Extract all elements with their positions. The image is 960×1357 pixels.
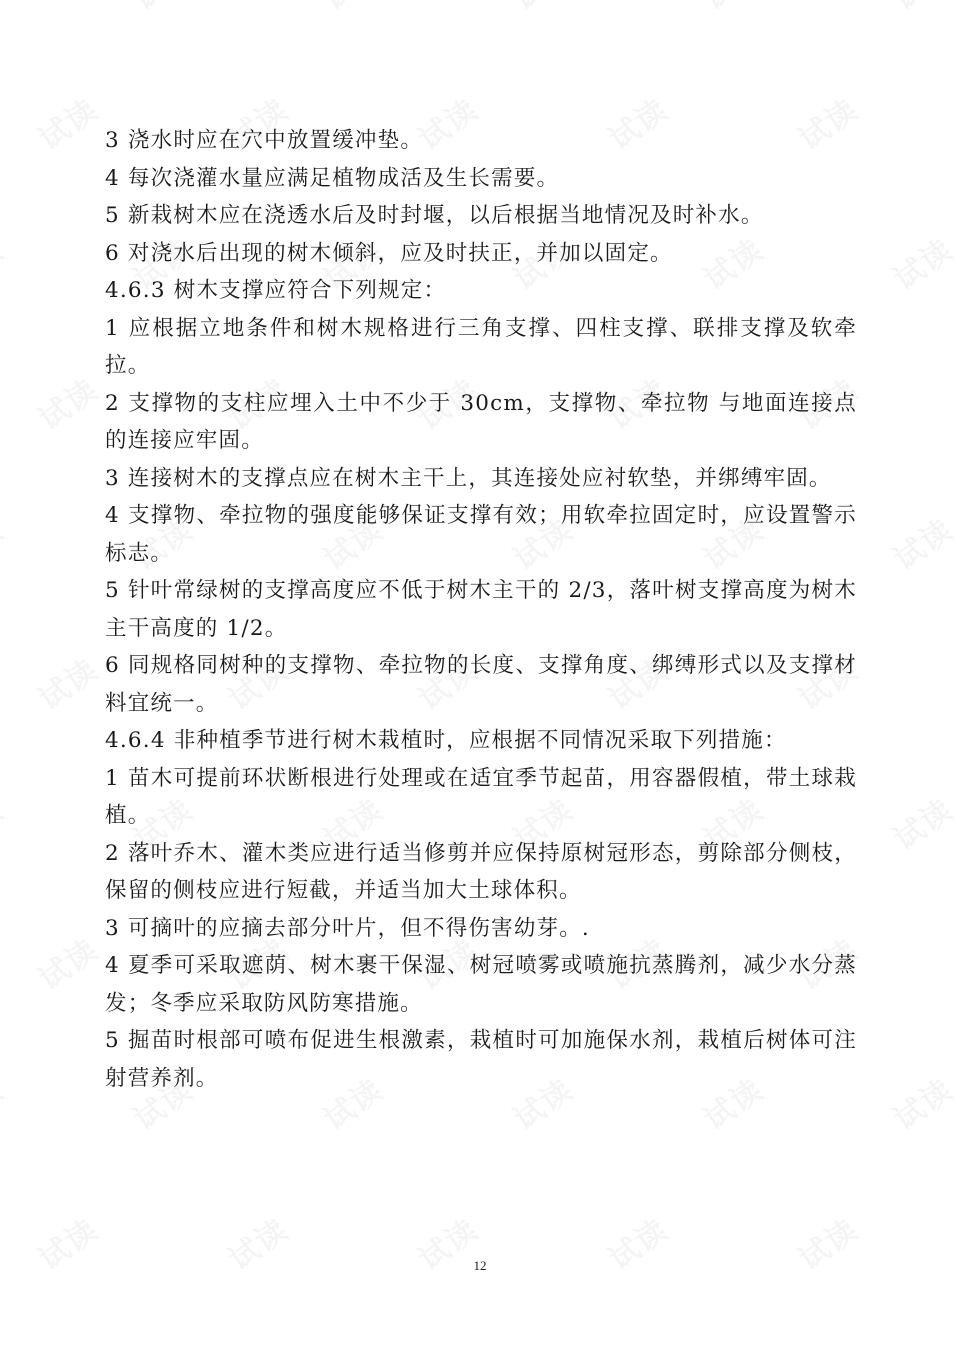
paragraph: 3 可摘叶的应摘去部分叶片，但不得伤害幼芽。. <box>105 915 590 941</box>
paragraph: 5 掘苗时根部可喷布促进生根激素，栽植时可加施保水剂，栽植后树体可注射营养剂。 <box>105 1028 857 1091</box>
watermark-text <box>693 0 771 18</box>
paragraph: 4 支撑物、牵拉物的强度能够保证支撑有效；用软牵拉固定时，应设置警示标志。 <box>105 503 857 566</box>
paragraph: 3 浇水时应在穴中放置缓冲垫。 <box>105 128 424 153</box>
document-body <box>105 122 857 1097</box>
paragraph: 2 落叶乔木、灌木类应进行适当修剪并应保持原树冠形态，剪除部分侧枝，保留的侧枝应进行短截，并适当加大土球体积。 <box>105 840 857 903</box>
watermark-text <box>313 1346 391 1357</box>
section-heading: 4.6.3 树木支撑应符合下列规定： <box>105 278 447 303</box>
watermark-text <box>883 506 960 579</box>
watermark-text <box>883 0 960 18</box>
watermark-text <box>883 1346 960 1357</box>
watermark-text <box>883 1066 960 1139</box>
watermark-text <box>883 226 960 299</box>
paragraph: 4 夏季可采取遮荫、树木裹干保湿、树冠喷雾或喷施抗蒸腾剂，减少水分蒸发；冬季应采取防风防寒措施。 <box>105 953 857 1016</box>
watermark-text <box>503 1346 581 1357</box>
watermark-text <box>0 506 11 579</box>
watermark-text <box>0 1346 11 1357</box>
watermark-text <box>123 1346 201 1357</box>
watermark-text <box>0 0 11 18</box>
watermark-text <box>123 0 201 18</box>
watermark-text <box>0 786 11 859</box>
watermark-text <box>0 226 11 299</box>
paragraph: 1 应根据立地条件和树木规格进行三角支撑、四柱支撑、联排支撑及软牵拉。 <box>105 315 857 378</box>
watermark-text <box>693 1346 771 1357</box>
paragraph: 6 同规格同树种的支撑物、牵拉物的长度、支撑角度、绑缚形式以及支撑材料宜统一。 <box>105 653 857 716</box>
paragraph: 5 针叶常绿树的支撑高度应不低于树木主干的 2/3，落叶树支撑高度为树木主干高度的 1/2。 <box>105 578 857 641</box>
watermark-text <box>28 646 106 719</box>
paragraph: 4 每次浇灌水量应满足植物成活及生长需要。 <box>105 165 560 191</box>
watermark-text <box>0 1066 11 1139</box>
page-number: 12 <box>473 1258 487 1273</box>
paragraph: 1 苗木可提前环状断根进行处理或在适宜季节起苗，用容器假植，带土球栽植。 <box>105 765 857 828</box>
watermark-text <box>883 786 960 859</box>
watermark-text <box>28 86 106 159</box>
section-heading: 4.6.4 非种植季节进行树木栽植时，应根据不同情况采取下列措施： <box>105 728 787 753</box>
paragraph: 6 对浇水后出现的树木倾斜，应及时扶正，并加以固定。 <box>105 240 673 266</box>
watermark-text <box>503 0 581 18</box>
watermark-text <box>28 366 106 439</box>
paragraph: 2 支撑物的支柱应埋入土中不少于 30cm，支撑物、牵拉物 与地面连接点的连接应牢固。 <box>105 390 857 453</box>
watermark-text <box>313 0 391 18</box>
paragraph: 3 连接树木的支撑点应在树木主干上，其连接处应衬软垫，并绑缚牢固。 <box>105 465 832 491</box>
paragraph: 5 新栽树木应在浇透水后及时封堰，以后根据当地情况及时补水。 <box>105 203 764 228</box>
watermark-text <box>28 926 106 999</box>
